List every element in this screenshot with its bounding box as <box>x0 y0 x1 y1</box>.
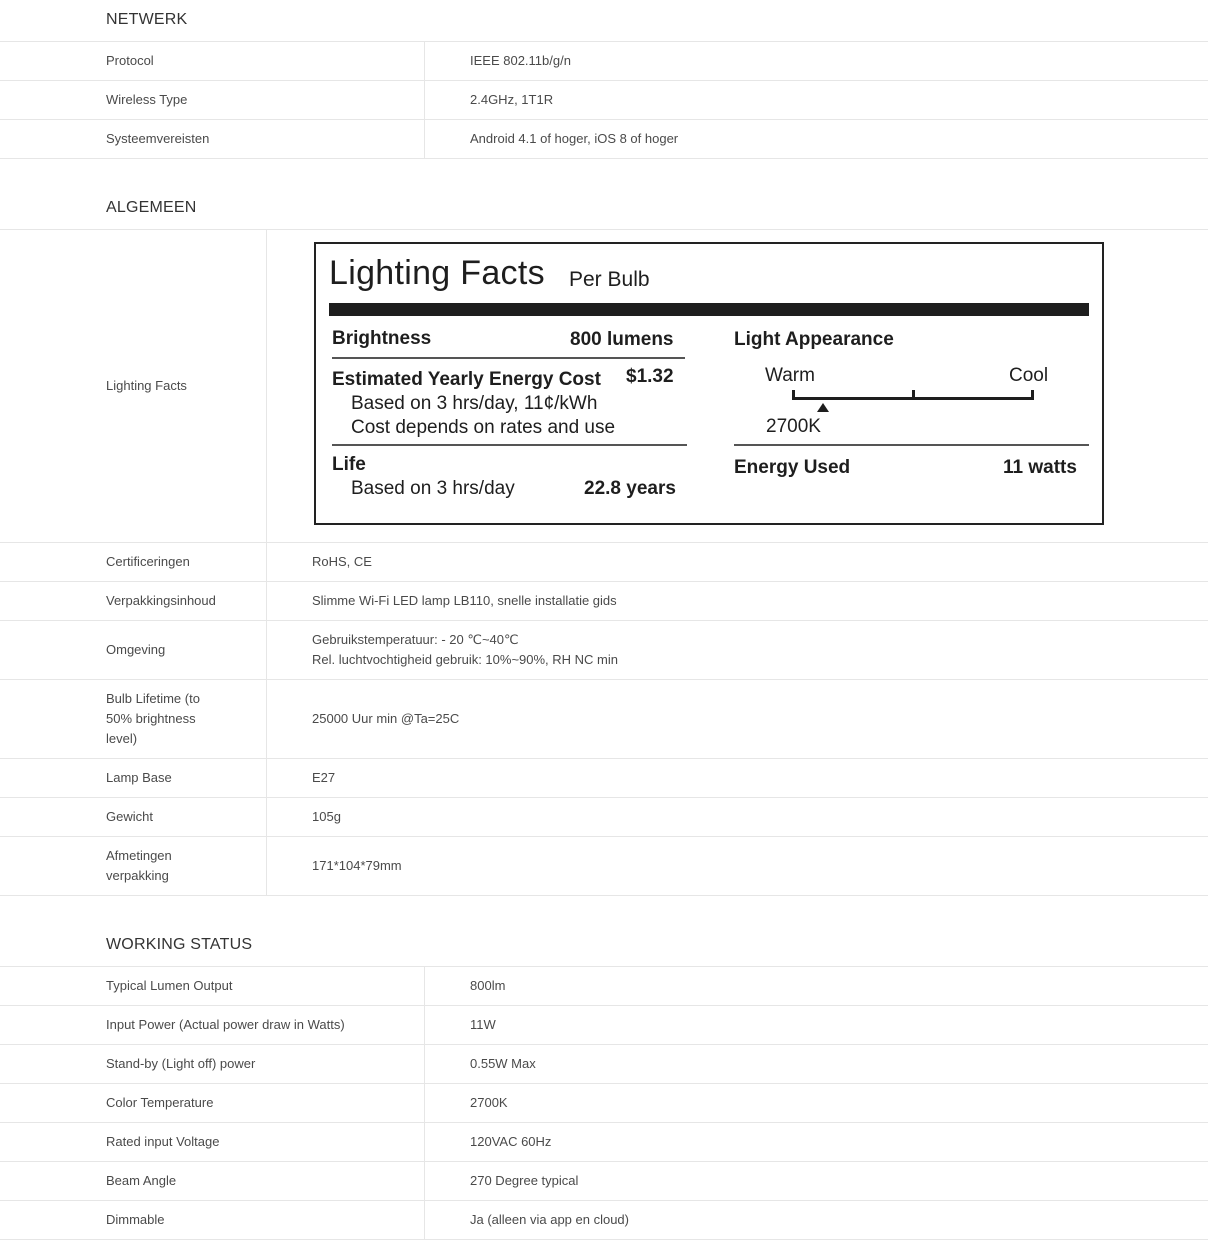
spec-label: Beam Angle <box>106 1173 177 1188</box>
spec-label: Bulb Lifetime (to <box>106 691 200 706</box>
spec-label: Afmetingen <box>106 848 172 863</box>
spec-label: Input Power (Actual power draw in Watts) <box>106 1017 345 1032</box>
cost-note: Based on 3 hrs/day, 11¢/kWh <box>351 393 598 414</box>
divider <box>0 620 1208 621</box>
life-label: Life <box>332 454 366 475</box>
spec-value: IEEE 802.11b/g/n <box>470 53 571 68</box>
spec-label: Verpakkingsinhoud <box>106 593 216 608</box>
spec-label: Omgeving <box>106 642 166 657</box>
divider <box>0 797 1208 798</box>
spec-value: E27 <box>312 770 336 785</box>
spec-label: Protocol <box>106 53 154 68</box>
spec-label: Color Temperature <box>106 1095 214 1110</box>
divider <box>0 1005 1208 1006</box>
spec-value: RoHS, CE <box>312 554 372 569</box>
spec-label: Stand-by (Light off) power <box>106 1056 256 1071</box>
spec-label: verpakking <box>106 868 169 883</box>
spec-value: Ja (alleen via app en cloud) <box>470 1212 629 1227</box>
energy-label: Energy Used <box>734 457 851 478</box>
spec-value: 11W <box>470 1017 496 1032</box>
divider <box>0 119 1208 120</box>
divider <box>332 444 687 446</box>
divider <box>0 542 1208 543</box>
divider <box>0 158 1208 159</box>
cost-value: $1.32 <box>626 366 674 387</box>
divider <box>0 1200 1208 1201</box>
divider <box>734 444 1089 446</box>
section-title-general: ALGEMEEN <box>106 199 197 216</box>
spec-label: 50% brightness <box>106 711 196 726</box>
divider <box>0 679 1208 680</box>
spec-label: Rated input Voltage <box>106 1134 220 1149</box>
spec-label: Certificeringen <box>106 554 190 569</box>
warm-label: Warm <box>765 365 815 386</box>
divider <box>0 1161 1208 1162</box>
brightness-value: 800 lumens <box>570 329 674 350</box>
spec-value: Android 4.1 of hoger, iOS 8 of hoger <box>470 131 679 146</box>
section-title-network: NETWERK <box>106 11 188 28</box>
divider <box>0 41 1208 42</box>
cool-label: Cool <box>1009 365 1049 386</box>
spec-value: Slimme Wi-Fi LED lamp LB110, snelle installatie gids <box>312 593 617 608</box>
energy-value: 11 watts <box>1003 457 1077 478</box>
life-value: 22.8 years <box>584 478 676 499</box>
cost-note: Cost depends on rates and use <box>351 417 616 438</box>
brightness-label: Brightness <box>332 328 432 349</box>
spec-value: 105g <box>312 809 341 824</box>
spec-label: Typical Lumen Output <box>106 978 233 993</box>
divider <box>0 836 1208 837</box>
spec-label: Gewicht <box>106 809 153 824</box>
divider <box>0 1122 1208 1123</box>
life-note: Based on 3 hrs/day <box>351 478 515 499</box>
scale-tick <box>1031 390 1034 400</box>
section-title-working: WORKING STATUS <box>106 936 253 953</box>
spec-value: 2700K <box>470 1095 508 1110</box>
divider <box>0 966 1208 967</box>
heavy-rule <box>329 303 1089 316</box>
divider <box>0 758 1208 759</box>
scale-tick <box>792 390 795 400</box>
divider <box>0 229 1208 230</box>
divider <box>0 1044 1208 1045</box>
spec-label: Wireless Type <box>106 92 188 107</box>
spec-value: Gebruikstemperatuur: - 20 ℃~40℃ <box>312 632 519 647</box>
spec-value: 0.55W Max <box>470 1056 536 1071</box>
spec-label: Systeemvereisten <box>106 131 210 146</box>
lighting-facts-per: Per Bulb <box>569 268 650 291</box>
scale-marker-icon <box>817 403 829 412</box>
column-divider <box>266 229 267 896</box>
column-divider <box>424 966 425 1240</box>
spec-value: 2.4GHz, 1T1R <box>470 92 554 107</box>
spec-label: Dimmable <box>106 1212 165 1227</box>
cost-label: Estimated Yearly Energy Cost <box>332 369 601 390</box>
divider <box>0 1239 1208 1240</box>
spec-value: 800lm <box>470 978 506 993</box>
spec-value: 120VAC 60Hz <box>470 1134 552 1149</box>
lighting-facts-title: Lighting Facts <box>329 254 545 292</box>
scale-tick <box>912 390 915 400</box>
lighting-facts-label <box>314 242 1104 525</box>
divider <box>0 80 1208 81</box>
spec-label: level) <box>106 731 138 746</box>
spec-value: 171*104*79mm <box>312 858 402 873</box>
divider <box>0 895 1208 896</box>
divider <box>332 357 685 359</box>
column-divider <box>424 41 425 159</box>
spec-label: Lamp Base <box>106 770 172 785</box>
spec-value: 270 Degree typical <box>470 1173 579 1188</box>
divider <box>0 1083 1208 1084</box>
spec-label: Lighting Facts <box>106 378 187 393</box>
spec-value: 25000 Uur min @Ta=25C <box>312 711 460 726</box>
appearance-label: Light Appearance <box>734 329 894 350</box>
divider <box>0 581 1208 582</box>
kelvin-value: 2700K <box>766 416 821 437</box>
spec-value: Rel. luchtvochtigheid gebruik: 10%~90%, RH NC min <box>312 652 619 667</box>
